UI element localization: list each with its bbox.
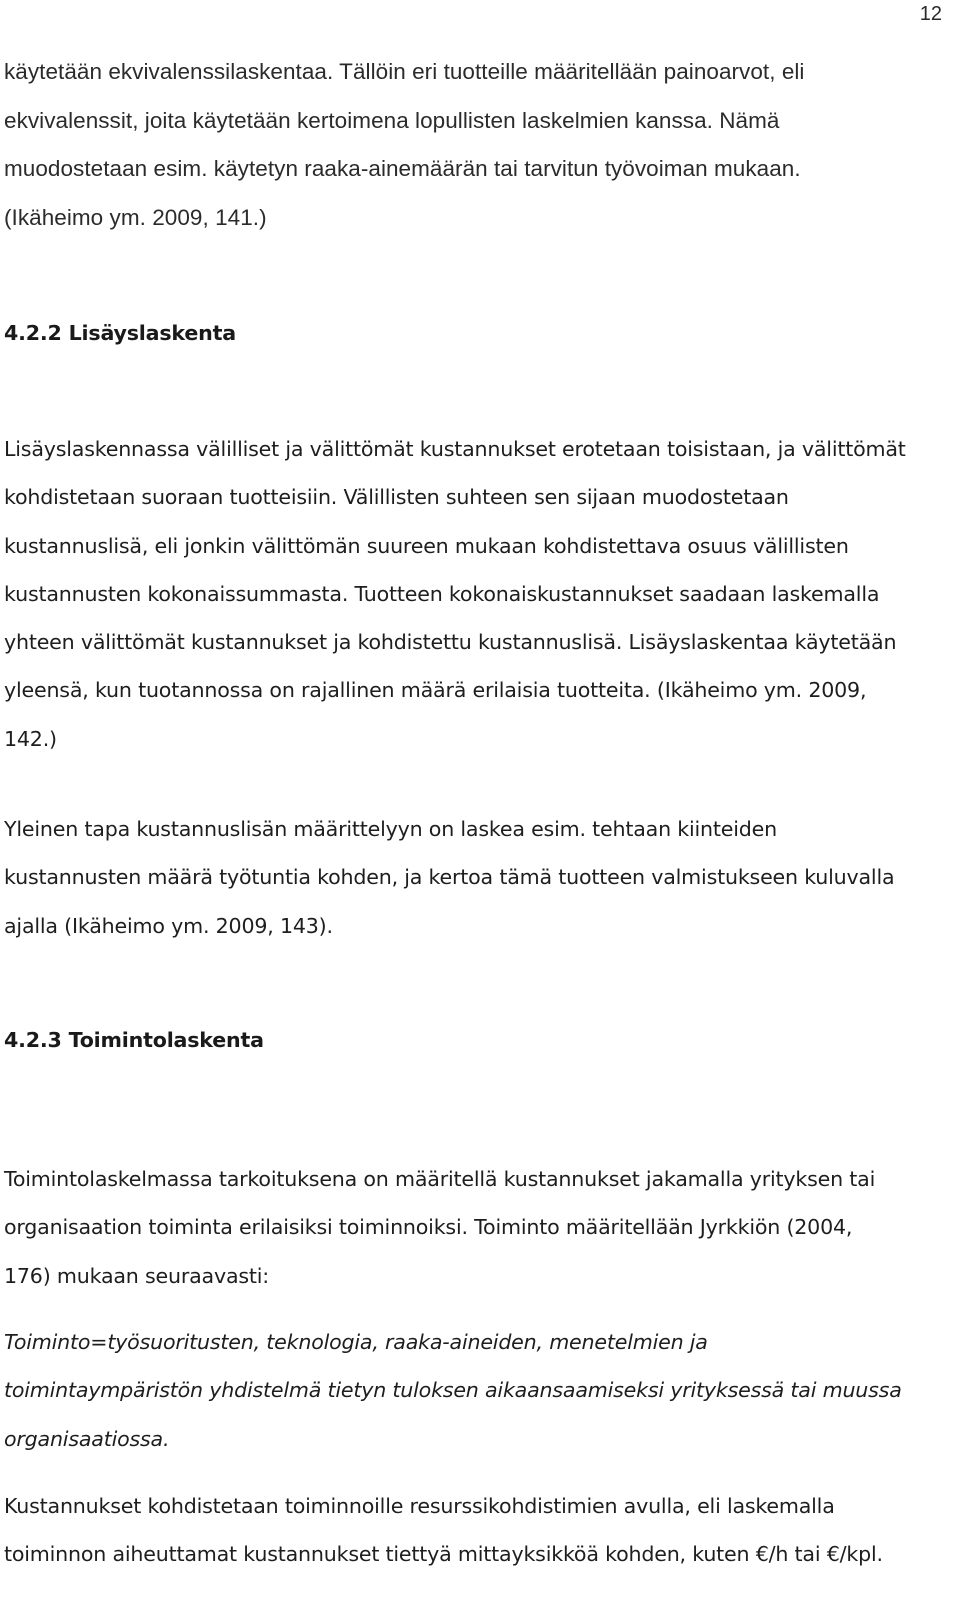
text-line: yhteen välittömät kustannukset ja kohdistettu kustannuslisä. Lisäyslaskentaa käytetään (4, 630, 897, 655)
toimintolaskenta-paragraph-1 (4, 1155, 948, 1300)
text-line: Toimintolaskelmassa tarkoituksena on määritellä kustannukset jakamalla yrityksen tai (4, 1167, 876, 1191)
toimintolaskenta-paragraph-2 (4, 1482, 948, 1579)
text-line: kustannusten kokonaissummasta. Tuotteen kokonaiskustannukset saadaan laskemalla (4, 581, 880, 606)
text-line: kustannuslisä, eli jonkin välittömän suureen mukaan kohdistettava osuus välillisten (4, 533, 849, 558)
text-line: toiminnon aiheuttamat kustannukset tiettyä mittayksikköä kohden, kuten €/h tai €/kpl. (4, 1542, 883, 1567)
text-line: toimintaympäristön yhdistelmä tietyn tuloksen aikaansaamiseksi yrityksessä tai muussa (4, 1378, 902, 1403)
text-line: ekvivalenssit, joita käytetään kertoimena lopullisten laskelmien kanssa. Nämä (4, 107, 780, 133)
page-number: 12 (919, 3, 942, 25)
text-line: 142.) (4, 726, 57, 751)
text-line: muodostetaan esim. käytetyn raaka-ainemäärän tai tarvitun työvoiman mukaan. (4, 156, 801, 181)
text-line: Yleinen tapa kustannuslisän määrittelyyn on laskea esim. tehtaan kiinteiden (4, 817, 777, 841)
lisayslaskenta-paragraph-1 (4, 425, 948, 763)
text-line: kustannusten määrä työtuntia kohden, ja kertoa tämä tuotteen valmistukseen kuluvalla (4, 865, 895, 890)
section-heading-toimintolaskenta: 4.2.3 Toimintolaskenta (4, 1028, 264, 1052)
section-heading-lisayslaskenta: 4.2.2 Lisäyslaskenta (4, 321, 236, 345)
text-line: Lisäyslaskennassa välilliset ja välittömät kustannukset erotetaan toisistaan, ja välittömät (4, 437, 906, 461)
text-line: yleensä, kun tuotannossa on rajallinen määrä erilaisia tuotteita. (Ikäheimo ym. 2009, (4, 678, 867, 703)
text-line: käytetään ekvivalenssilaskentaa. Tällöin eri tuotteille määritellään painoarvot, eli (4, 59, 805, 84)
intro-paragraph (4, 48, 948, 242)
text-line: Toiminto=työsuoritusten, teknologia, raaka-aineiden, menetelmien ja (4, 1330, 708, 1354)
toiminto-definition (4, 1318, 948, 1463)
text-line: organisaation toiminta erilaisiksi toiminnoiksi. Toiminto määritellään Jyrkkiön (2004, (4, 1215, 853, 1240)
text-line: Kustannukset kohdistetaan toiminnoille resurssikohdistimien avulla, eli laskemalla (4, 1494, 835, 1518)
text-line: 176) mukaan seuraavasti: (4, 1263, 270, 1288)
text-line: organisaatiossa. (4, 1426, 170, 1451)
text-line: (Ikäheimo ym. 2009, 141.) (4, 204, 267, 230)
lisayslaskenta-paragraph-2 (4, 805, 948, 950)
text-line: kohdistetaan suoraan tuotteisiin. Välillisten suhteen sen sijaan muodostetaan (4, 485, 789, 510)
text-line: ajalla (Ikäheimo ym. 2009, 143). (4, 913, 333, 938)
